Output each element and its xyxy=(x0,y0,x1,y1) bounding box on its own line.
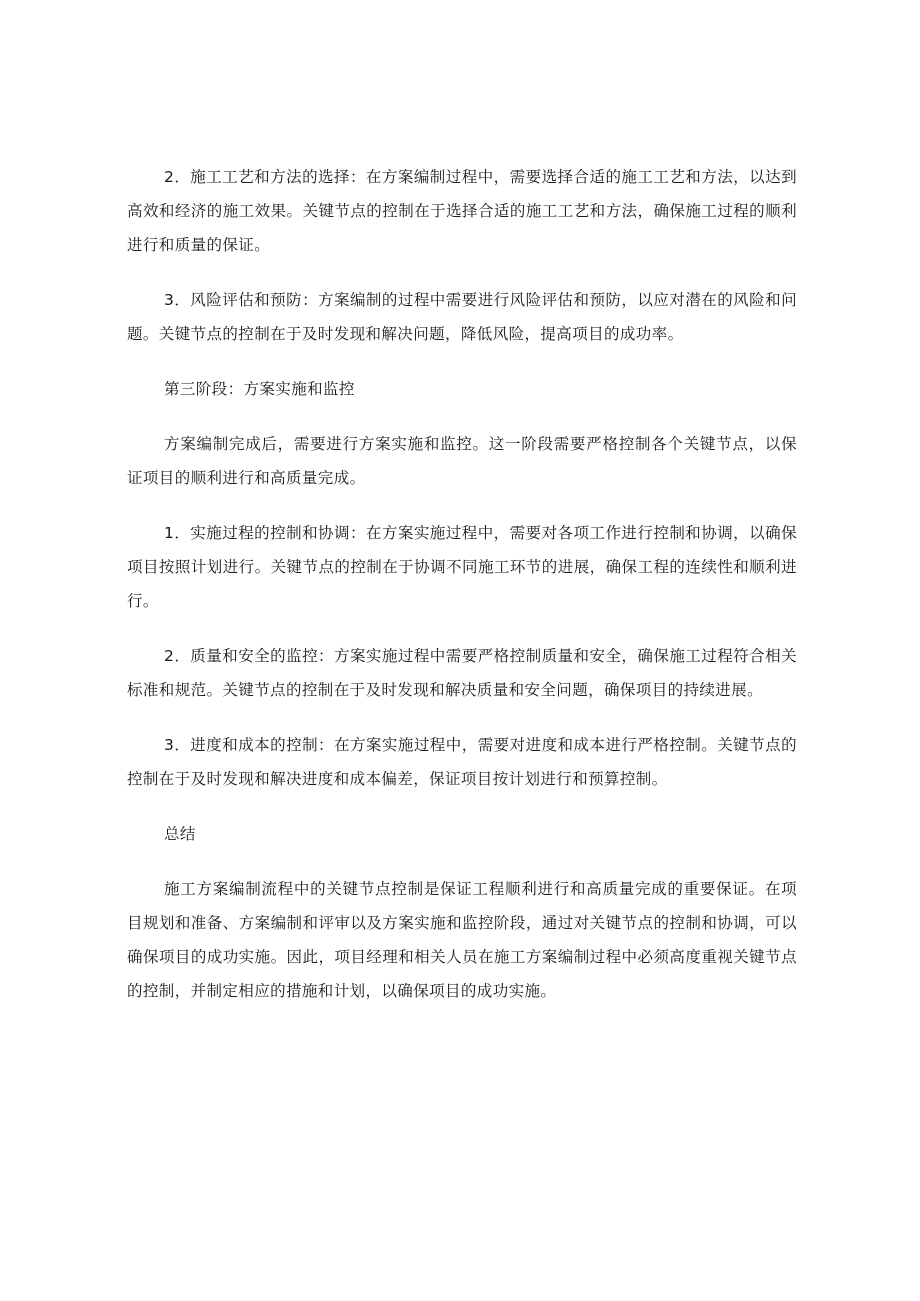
paragraph-summary: 施工方案编制流程中的关键节点控制是保证工程顺利进行和高质量完成的重要保证。在项目规划和准备、方案编制和评审以及方案实施和监控阶段，通过对关键节点的控制和协调，可以确保项目的成功实施。因此，项目经理和相关人员在施工方案编制过程中必须高度重视关键节点的控制，并制定相应的措施和计划，以确保项目的成功实施。 xyxy=(127,880,797,1000)
document-body xyxy=(127,160,797,1029)
paragraph-quality-safety: 2．质量和安全的监控：方案实施过程中需要严格控制质量和安全，确保施工过程符合相关标准和规范。关键节点的控制在于及时发现和解决质量和安全问题，确保项目的持续进展。 xyxy=(127,647,797,699)
section-heading-summary: 总结 xyxy=(164,825,196,843)
paragraph-stage-three-intro: 方案编制完成后，需要进行方案实施和监控。这一阶段需要严格控制各个关键节点，以保证项目的顺利进行和高质量完成。 xyxy=(127,435,797,487)
paragraph-risk-assessment: 3．风险评估和预防：方案编制的过程中需要进行风险评估和预防，以应对潜在的风险和问题。关键节点的控制在于及时发现和解决问题，降低风险，提高项目的成功率。 xyxy=(127,291,797,343)
paragraph-implementation-control: 1．实施过程的控制和协调：在方案实施过程中，需要对各项工作进行控制和协调，以确保项目按照计划进行。关键节点的控制在于协调不同施工环节的进展，确保工程的连续性和顺利进行。 xyxy=(127,524,797,610)
paragraph-process-selection: 2．施工工艺和方法的选择：在方案编制过程中，需要选择合适的施工工艺和方法，以达到高效和经济的施工效果。关键节点的控制在于选择合适的施工工艺和方法，确保施工过程的顺利进行和质量的保证。 xyxy=(127,168,797,254)
section-heading-stage-three: 第三阶段：方案实施和监控 xyxy=(164,380,355,398)
paragraph-schedule-cost: 3．进度和成本的控制：在方案实施过程中，需要对进度和成本进行严格控制。关键节点的控制在于及时发现和解决进度和成本偏差，保证项目按计划进行和预算控制。 xyxy=(127,736,797,788)
